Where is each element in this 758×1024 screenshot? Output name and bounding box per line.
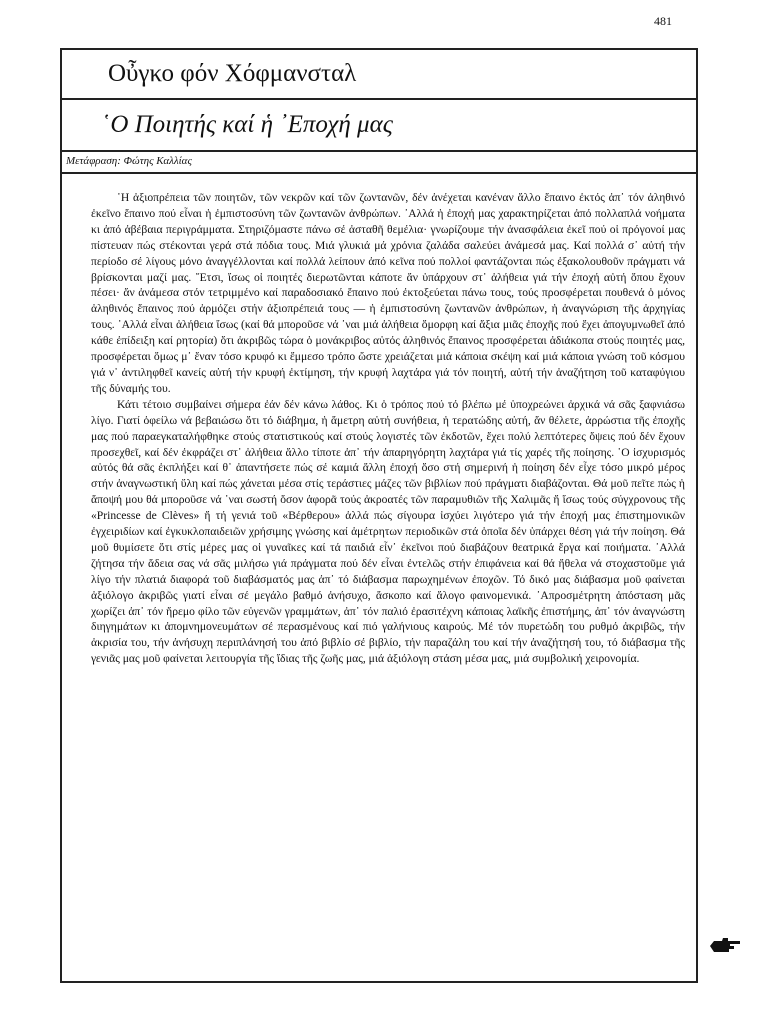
article-frame: [60, 48, 698, 983]
paragraph: Κάτι τέτοιο συμβαίνει σήμερα ἐάν δέν κάνω λάθος. Κι ὁ τρόπος πού τό βλέπω μέ ὑποχρεώνει ἀρχικά νά σᾶς ξαφνιάσω λίγο. Γιατί ὀφείλω νά βεβαιώσω ὅτι τό διάβημα, ἡ ἄμετρη αὐτή συνήθεια, ἡ τερατώδης αὐτή, ἄν θέλετε, ἀρρώστια τῆς ἐποχῆς μας πού παραεγκαταλήφθηκε στούς στατιστικούς καί στούς λογιστές τῶν ἐκδοτῶν, ἔχει πολύ λεπτότερες ὄψεις πού δέν ἔχουν προσεχθεῖ, καί δέν ἐκφράζει στ᾿ ἀλήθεια ἄλλο τίποτε ἀπ᾿ τήν ἀπαρηγόρητη λαχτάρα γιά τίς χαρές τῆς ποίησης. ῾Ο ἰσχυρισμός αὐτός θά σᾶς ἐκπλήξει καί θ᾿ ἀπαντήσετε πώς σέ καμιά ἄλλη ἐποχή ὅσο στή σημερινή ἡ ποίηση δέν εἶχε τόσο μικρό μέρος στήν ἀναγνωστική ὕλη καί πώς χάνεται μέσα στίς τεράστιες μάζες τῶν βιβλίων πού πράγματι διαβάζονται. Θά μοῦ πεῖτε πώς ἡ ἄποψή μου θά μποροῦσε νά ᾿ναι σωστή ὅσον ἀφορᾶ τούς ἀκροατές τῶν παραμυθιῶν τῆς Χαλιμᾶς ἤ ἴσως τούς σύγχρονους τῆς «Princesse de Clèves» ἤ τή γενιά τοῦ «Βέρθερου» ἀλλά πώς σίγουρα ἰσχύει λιγότερο γιά τήν ἐποχή μας ἐπιστημονικῶν ἐγχειριδίων καί ἐγκυκλοπαιδειῶν χρήσιμης γνώσης καί ἀμέτρητων περιοδικῶν στά ὁποῖα δέν ὑπάρχει θέση γιά τήν ποίηση. Θά μοῦ θυμίσετε ὅτι στίς μέρες μας οἱ γυναῖκες καί τά παιδιά εἶν᾿ ἐκεῖνοι πού διαβάζουν θεατρικά ἔργα καί ποιήματα. ᾿Αλλά ζήτησα τήν ἄδεια σας νά σᾶς μιλήσω γιά πράγματα πού δέν εἶναι ἐντελῶς στήν ἐπιφάνεια καί θά ἤθελα νά στοχαστοῦμε γιά λίγο τήν πλατιά διαφορά τοῦ διαβάσματός μας ἀπ᾿ τό διάβασμα παρωχημένων ἐποχῶν. Τό δικό μας διάβασμα μοῦ φαίνεται ἀξιόλογο ἀκριβῶς γιατί εἶναι σέ μεγάλο βαθμό ἀνήσυχο, ἄσκοπο καί ἄλογο φαινομενικά. ᾿Απροσμέτρητη ἀπόσταση μᾶς χωρίζει ἀπ᾿ τόν ἤρεμο φίλο τῶν εὐγενῶν γραμμάτων, ἀπ᾿ τόν παλιό ἐρασιτέχνη κάποιας λαϊκῆς ἐπιστήμης, ἀπ᾿ τόν ἀναγνώστη διηγημάτων κι ἀπομνημονευμάτων σέ περασμένους καί πιό γαλήνιους καιρούς. Μέ τόν πυρετώδη του ρυθμό ἀκριβῶς, τήν ἀκρισία του, τήν ἀνήσυχη περιπλάνησή του ἀπό βιβλίο σέ βιβλίο, τήν παραζάλη του καί τήν ἀναζήτησή του, τό διάβασμα τῆς γενιᾶς μας μοῦ φαίνεται λειτουργία τῆς ἴδιας τῆς ζωῆς μας, μιά ἀξιόλογη στάση μέσα μας, μιά συμβολική χειρονομία.: [91, 397, 685, 666]
pointing-hand-icon: [708, 936, 742, 954]
article-title: ῾Ο Ποιητής καί ἡ ᾿Εποχή μας: [62, 98, 696, 152]
author-name: Οὖγκο φόν Χόφμανσταλ: [62, 50, 696, 100]
paragraph: ῾Η ἀξιοπρέπεια τῶν ποιητῶν, τῶν νεκρῶν καί τῶν ζωντανῶν, δέν ἀνέχεται κανέναν ἄλλο ἔπαινο ἐκτός ἀπ᾿ τόν ἀληθινό ἐκεῖνο ἔπαινο πού εἶναι ἡ ἐμπιστοσύνη τῶν ζωντανῶν ἀνθρώπων. ᾿Αλλά ἡ ἐποχή μας χαρακτηρίζεται ἀπό πολλαπλά νοήματα κι ἀπό ἀβέβαια περιγράμματα. Στηριζόμαστε πάνω σέ ἀσταθῆ θεμέλια· γνωρίζουμε τήν ἀνασφάλεια ἐκεῖ πού οἱ πρόγονοί μας πίστευαν πώς στέκονται γερά στά πόδια τους. Μιά γλυκιά μά χρόνια ζαλάδα σαλεύει ἀνάμεσά μας. Καί πολλά σ᾿ αὐτή τήν περίοδο σέ λίγους μόνο ἀναγγέλλονται καί πολλά λείπουν ἀπό κεῖνα πού πολλοί φαντάζονται πώς ἐξακολουθοῦν πράγματι νά βρίσκονται μαζί μας. ῎Ετσι, ἴσως οἱ ποιητές διερωτῶνται κάποτε ἄν ὑπάρχουν στ᾿ ἀλήθεια γιά τήν ἐποχή αὐτή ὅπου ἔχουν πέσει· ἄν ἀνάμεσα στόν τετριμμένο καί παραδοσιακό ἔπαινο πού ἐκτοξεύεται πάνω τους, τούς προσφέρεται πουθενά ὁ μόνος ἀληθινός ἔπαινος πού ἁρμόζει στήν ἀξιοπρέπειά τους — ἡ ἐμπιστοσύνη ζωντανῶν ἀνθρώπων, ἡ ἀναγνώριση τῆς ἀρχηγίας τους. ᾿Αλλά εἶναι ἀλήθεια ἴσως (καί θά μποροῦσε νά ᾿ναι μιά ἀλήθεια ὅμορφη καί ἄξια μιᾶς ἐποχῆς πού ἔχει ἀπογυμνωθεῖ ἀπό κάθε ἐπίδειξη καί ρητορία) ὅτι ἀκριβῶς τώρα ὁ μονάκριβος αὐτός ἀληθινός ἔπαινος προσφέρεται ἀδιάκοπα στούς ποιητές μας, προσφέρεται ὅμως μ᾿ ἕναν τόσο κρυφό κι ἔμμεσο τρόπο ὥστε χρειάζεται μιά κάποια σκέψη καί μιά κάποια γνώση τοῦ κόσμου γιά ν᾿ ἀντιληφθεῖ κανείς αὐτή τήν κρυφή ἐκτίμηση, τήν κρυφή λαχτάρα γιά τόν ποιητή, αὐτή τήν ἀναζήτηση τοῦ καταφύγιου τῆς δύναμής του.: [91, 191, 685, 395]
translator-credit: Μετάφραση: Φώτης Καλλίας: [62, 150, 696, 174]
article-body: [91, 190, 685, 667]
page-number: 481: [654, 14, 672, 28]
